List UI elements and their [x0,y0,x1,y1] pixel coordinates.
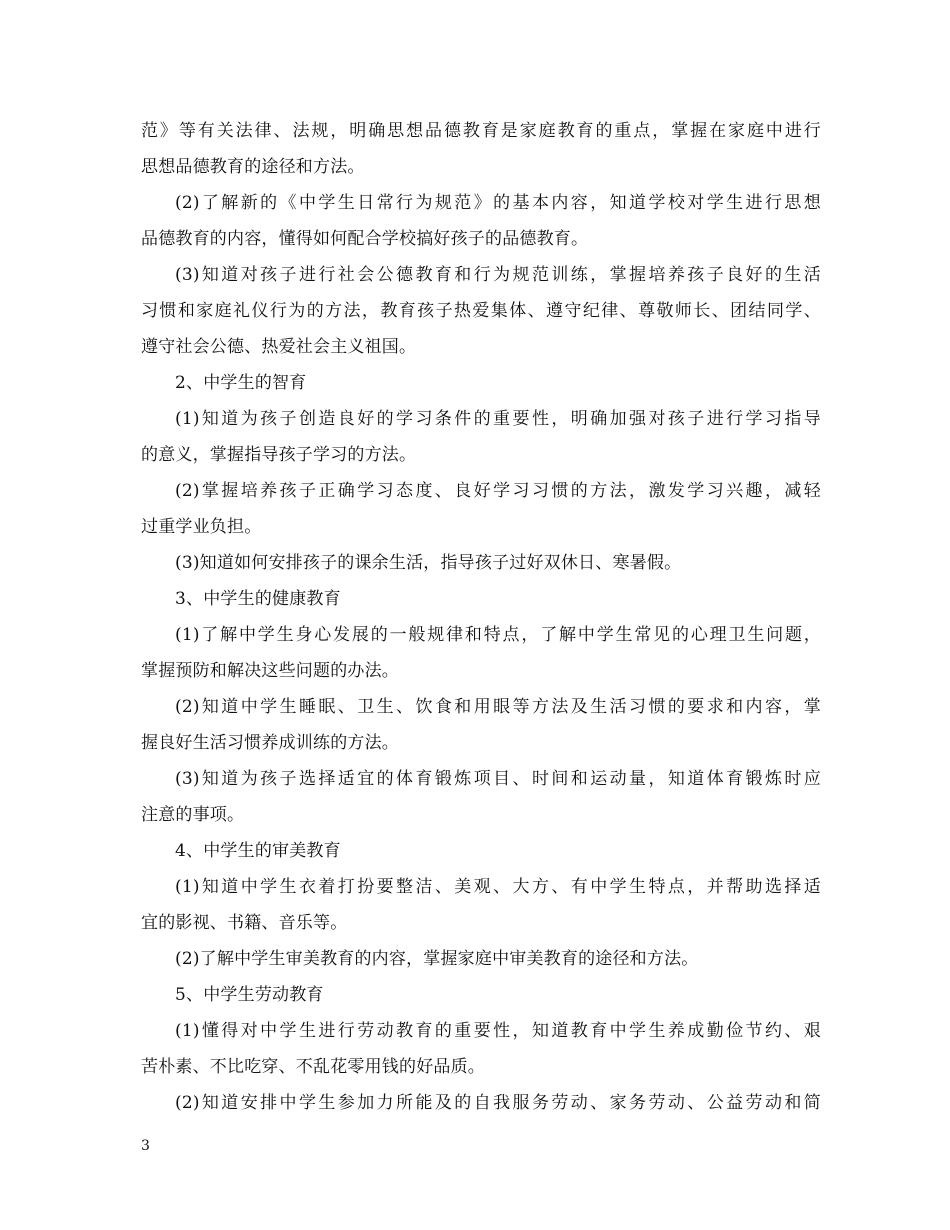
text-line: 宜的影视、书籍、音乐等。 [141,913,348,933]
text-line: (3)知道如何安排孩子的课余生活，指导孩子过好双休日、寒暑假。 [175,553,682,573]
text-line: (1)知道为孩子创造良好的学习条件的重要性，明确加强对孩子进行学习指导 [175,409,821,429]
text-line: 范》等有关法律、法规，明确思想品德教育是家庭教育的重点，掌握在家庭中进行 [141,121,821,141]
text-line: 掌握预防和解决这些问题的办法。 [141,661,399,681]
text-line: 4、中学生的审美教育 [175,841,341,861]
text-line: 2、中学生的智育 [175,373,307,393]
text-line: (1)懂得对中学生进行劳动教育的重要性，知道教育中学生养成勤俭节约、艰 [175,1021,821,1041]
text-line: 品德教育的内容，懂得如何配合学校搞好孩子的品德教育。 [141,229,589,249]
text-line: 苦朴素、不比吃穿、不乱花零用钱的好品质。 [141,1057,485,1077]
text-line: 过重学业负担。 [141,517,262,537]
text-line: (1)知道中学生衣着打扮要整洁、美观、大方、有中学生特点，并帮助选择适 [175,877,821,897]
text-line: 注意的事项。 [141,805,245,825]
text-line: 握良好生活习惯养成训练的方法。 [141,733,399,753]
text-line: 的意义，掌握指导孩子学习的方法。 [141,445,417,465]
text-line: (2)知道安排中学生参加力所能及的自我服务劳动、家务劳动、公益劳动和简 [175,1093,821,1113]
text-line: (2)掌握培养孩子正确学习态度、良好学习习惯的方法，激发学习兴趣，减轻 [175,481,821,501]
text-line: 遵守社会公德、热爱社会主义祖国。 [141,337,417,357]
text-line: (2)知道中学生睡眠、卫生、饮食和用眼等方法及生活习惯的要求和内容，掌 [175,697,821,717]
text-line: 思想品德教育的途径和方法。 [141,157,365,177]
text-line: 3、中学生的健康教育 [175,589,341,609]
text-line: 5、中学生劳动教育 [175,985,324,1005]
page-number: 3 [141,1138,150,1154]
text-line: (3)知道为孩子选择适宜的体育锻炼项目、时间和运动量，知道体育锻炼时应 [175,769,821,789]
text-line: (2)了解中学生审美教育的内容，掌握家庭中审美教育的途径和方法。 [175,949,699,969]
text-line: 习惯和家庭礼仪行为的方法，教育孩子热爱集体、遵守纪律、尊敬师长、团结同学、 [141,301,821,321]
text-line: (1)了解中学生身心发展的一般规律和特点，了解中学生常见的心理卫生问题， [175,625,821,645]
text-line: (2)了解新的《中学生日常行为规范》的基本内容，知道学校对学生进行思想 [175,193,821,213]
document-body [141,113,821,1121]
text-line: (3)知道对孩子进行社会公德教育和行为规范训练，掌握培养孩子良好的生活 [175,265,821,285]
